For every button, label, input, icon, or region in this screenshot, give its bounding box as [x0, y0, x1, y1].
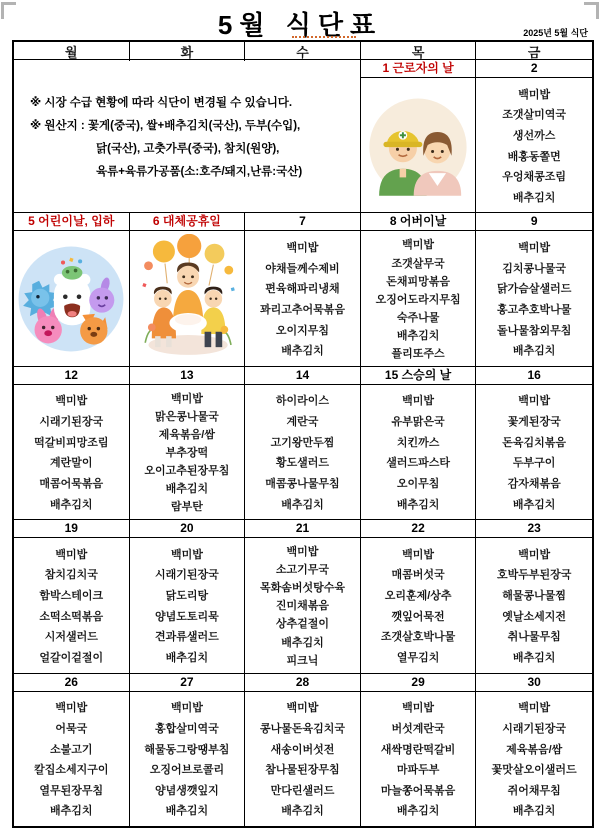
menu-item: 홍합살미역국: [155, 722, 219, 735]
menu-item: 백미밥: [518, 395, 551, 408]
menu-item: 오징어도라지무침: [375, 293, 461, 306]
menu-item: 양념도토리묵: [155, 610, 219, 623]
cell-body: [14, 385, 129, 519]
date-label: 5 어린이날, 입하: [14, 213, 129, 231]
date-label: 1 근로자의 날: [361, 60, 476, 78]
cell-body: [361, 385, 476, 519]
date-label: 28: [245, 674, 360, 692]
menu-item: 람부탄: [170, 501, 203, 514]
date-label: 13: [130, 367, 245, 385]
menu-item: 열무된장무침: [39, 784, 104, 797]
menu-item: 콩나물돈육김치국: [259, 722, 345, 735]
menu-item: 피크닉: [286, 654, 319, 667]
menu-item: 떡갈비피망조림: [34, 436, 109, 449]
date-label: 14: [245, 367, 360, 385]
cell-body: [361, 538, 476, 672]
date-label: 20: [130, 520, 245, 538]
date-label: 16: [476, 367, 592, 385]
menu-item: 배추김치: [512, 191, 556, 204]
menu-item: 양념생깻잎지: [155, 784, 219, 797]
cell-body: [476, 692, 592, 826]
cell-body: [476, 231, 592, 365]
day-cell: [14, 367, 130, 519]
menu-item: 두부구이: [512, 457, 556, 470]
day-cell: [14, 213, 130, 365]
menu-item: 야채들께수제비: [265, 262, 340, 275]
menu-item: 제육볶음/쌈: [158, 428, 215, 441]
cell-body: [130, 692, 245, 826]
menu-item: 조갯살호박나물: [380, 631, 456, 644]
menu-table: [12, 40, 594, 828]
day-cell: [245, 213, 361, 365]
day-cell: [476, 520, 592, 672]
day-cell: [476, 674, 592, 826]
cell-body: [361, 692, 476, 826]
menu-item: 백미밥: [286, 242, 319, 255]
page-title: 5월 식단표: [217, 10, 383, 40]
date-label: 15 스승의 날: [361, 367, 476, 385]
date-label: 6 대체공휴일: [130, 213, 245, 231]
menu-item: 백미밥: [402, 548, 435, 561]
menu-item: 시래기된장국: [502, 722, 567, 735]
menu-item: 배추김치: [50, 498, 93, 511]
menu-item: 돈육김치볶음: [502, 436, 567, 449]
menu-item: 백미밥: [55, 395, 88, 408]
menu-item: 유부맑은국: [391, 416, 445, 429]
menu-item: 깻잎어묵전: [391, 610, 445, 623]
menu-table-body: [14, 60, 592, 826]
notice-line: ※ 시장 수급 현황에 따라 식단이 변경될 수 있습니다.: [30, 96, 293, 109]
weekday-header-wed: 수: [245, 42, 361, 61]
day-cell: [245, 367, 361, 519]
date-label: 22: [361, 520, 476, 538]
menu-item: 샐러드파스타: [386, 457, 450, 470]
menu-item: 백미밥: [286, 702, 319, 715]
cell-body: [245, 538, 360, 672]
menu-item: 참치김치국: [44, 569, 98, 582]
cell-body: [476, 385, 592, 519]
page-subtitle: 2025년 5월 식단: [523, 28, 588, 38]
weekday-header-tue: 화: [130, 42, 246, 61]
menu-item: 시래기된장국: [155, 569, 219, 582]
menu-item: 쥐어채무침: [507, 784, 561, 797]
menu-item: 백미밥: [55, 548, 88, 561]
menu-item: 배홍동쫄면: [507, 150, 561, 163]
menu-item: 매콤어묵볶음: [39, 477, 104, 490]
menu-item: 매콤버섯국: [391, 569, 445, 582]
menu-item: 배추김치: [512, 651, 556, 664]
menu-item: 배추김치: [512, 345, 556, 358]
menu-item: 마파두부: [396, 764, 440, 777]
menu-item: 견과류샐러드: [155, 631, 219, 644]
weekday-header-mon: 월: [14, 42, 130, 61]
week-row: [14, 213, 592, 366]
week-row: [14, 367, 592, 520]
cell-body: [245, 231, 360, 365]
menu-item: 하이라이스: [275, 395, 330, 408]
childrens-day-illustration: [14, 240, 128, 358]
date-label: 26: [14, 674, 129, 692]
labor-day-illustration: [364, 85, 472, 205]
menu-item: 제육볶음/쌈: [506, 743, 563, 756]
menu-item: 백미밥: [518, 702, 551, 715]
cell-body: [130, 231, 245, 365]
week-row: [14, 520, 592, 673]
menu-item: 숙주나물: [396, 311, 440, 324]
menu-item: 백미밥: [170, 392, 203, 405]
menu-item: 우엉채콩조림: [502, 171, 567, 184]
cell-body: [14, 692, 129, 826]
date-label: 12: [14, 367, 129, 385]
menu-item: 새싹명란떡갈비: [380, 743, 456, 756]
menu-item: 호박두부된장국: [496, 569, 572, 582]
day-cell: [245, 520, 361, 672]
week-row: [14, 674, 592, 826]
date-label: 8 어버이날: [361, 213, 476, 231]
menu-item: 진미채볶음: [275, 600, 330, 613]
menu-item: 돈채피망볶음: [386, 275, 450, 288]
day-cell: [14, 674, 130, 826]
menu-item: 맑은콩나물국: [155, 410, 219, 423]
menu-item: 시래기된장국: [39, 416, 104, 429]
day-cell: [130, 367, 246, 519]
day-cell: [476, 213, 592, 365]
cell-body: [130, 385, 245, 519]
menu-item: 백미밥: [518, 242, 551, 255]
date-label: 19: [14, 520, 129, 538]
menu-item: 백미밥: [402, 702, 435, 715]
menu-item: 오징어브로콜리: [149, 764, 225, 777]
cell-body: [130, 538, 245, 672]
menu-item: 함박스테이크: [39, 590, 104, 603]
cell-body: [14, 231, 129, 365]
menu-item: 백미밥: [170, 702, 203, 715]
menu-item: 배추김치: [165, 651, 209, 664]
day-cell: [476, 367, 592, 519]
menu-item: 계란국: [286, 416, 319, 429]
menu-item: 소고기무국: [275, 564, 330, 577]
menu-item: 조갯살무국: [391, 257, 445, 270]
menu-item: 백미밥: [170, 548, 203, 561]
date-label: 7: [245, 213, 360, 231]
menu-item: 배추김치: [396, 498, 440, 511]
menu-item: 상추겉절이: [275, 618, 330, 631]
weekday-header-thu: 목: [361, 42, 477, 61]
menu-item: 백미밥: [286, 546, 319, 559]
menu-item: 돌나물참외무침: [496, 324, 572, 337]
day-cell: [361, 213, 477, 365]
menu-item: 닭도리탕: [165, 590, 209, 603]
menu-item: 배추김치: [281, 345, 324, 358]
date-label: 21: [245, 520, 360, 538]
menu-item: 꽈리고추어묵볶음: [259, 303, 345, 316]
day-cell: [361, 674, 477, 826]
menu-item: 옛날소세지전: [502, 610, 567, 623]
week-row: [14, 60, 592, 213]
menu-item: 백미밥: [518, 548, 551, 561]
menu-item: 새송이버섯전: [270, 743, 335, 756]
day-cell: [361, 520, 477, 672]
date-label: 2: [476, 60, 592, 78]
day-cell: [130, 674, 246, 826]
date-label: 29: [361, 674, 476, 692]
title-underline-mark: [292, 36, 356, 38]
cell-body: [245, 385, 360, 519]
menu-item: 해물동그랑땡부침: [144, 743, 230, 756]
menu-item: 플리또주스: [391, 347, 445, 360]
menu-item: 배추김치: [512, 498, 556, 511]
menu-item: 치킨까스: [396, 436, 440, 449]
notice-line: 육류+육류가공품(소:호주/돼지,난류:국산): [96, 165, 303, 178]
day-cell: [476, 60, 592, 212]
day-cell: [361, 60, 477, 212]
menu-item: 얼갈이겉절이: [39, 651, 104, 664]
cell-body: [476, 538, 592, 672]
menu-item: 조갯살미역국: [502, 109, 567, 122]
day-cell: [130, 213, 246, 365]
notice-line: 닭(국산), 고춧가루(중국), 참치(원양),: [96, 142, 280, 155]
family-holiday-illustration: [132, 234, 242, 362]
menu-item: 백미밥: [518, 88, 551, 101]
menu-item: 해물콩나물찜: [502, 590, 567, 603]
menu-item: 소불고기: [50, 743, 93, 756]
day-cell: [14, 520, 130, 672]
weekday-header-fri: 금: [527, 45, 541, 60]
notice-line: ※ 원산지 : 꽃게(중국), 쌀+배추김치(국산), 두부(수입),: [30, 119, 301, 132]
menu-item: 참나물된장무침: [265, 764, 340, 777]
menu-item: 고기왕만두찜: [270, 436, 335, 449]
menu-item: 배추김치: [512, 805, 556, 818]
menu-item: 꽃맛살오이샐러드: [491, 764, 577, 777]
menu-item: 소떡소떡볶음: [39, 610, 104, 623]
menu-item: 배추김치: [165, 483, 209, 496]
menu-item: 배추김치: [50, 805, 93, 818]
day-cell: [361, 367, 477, 519]
cell-body: [14, 538, 129, 672]
day-cell: [245, 674, 361, 826]
menu-item: 취나물무침: [507, 631, 561, 644]
date-label: 30: [476, 674, 592, 692]
menu-item: 배추김치: [281, 636, 324, 649]
menu-item: 백미밥: [402, 395, 435, 408]
menu-item: 어묵국: [55, 722, 88, 735]
menu-item: 백미밥: [55, 702, 88, 715]
menu-item: 계란말이: [50, 457, 93, 470]
menu-item: 부추장떡: [165, 447, 209, 459]
date-label: 9: [476, 213, 592, 231]
menu-item: 오이고추된장무침: [144, 465, 230, 478]
menu-item: 김치콩나물국: [502, 262, 567, 275]
menu-item: 편육해파리냉채: [265, 283, 340, 296]
menu-item: 황도샐러드: [275, 457, 330, 470]
menu-item: 배추김치: [281, 805, 324, 818]
menu-item: 오이지무침: [275, 324, 330, 337]
menu-item: 생선까스: [512, 129, 556, 142]
day-cell: [130, 520, 246, 672]
menu-item: 목화솜버섯탕수육: [259, 582, 345, 595]
cell-body: [361, 78, 476, 212]
date-label: 23: [476, 520, 592, 538]
menu-item: 배추김치: [281, 498, 324, 511]
menu-item: 오리훈제/상추: [384, 590, 452, 603]
menu-item: 버섯계란국: [391, 722, 445, 735]
menu-item: 홍고추호박나물: [496, 303, 572, 316]
menu-item: 배추김치: [396, 329, 440, 342]
menu-item: 백미밥: [402, 239, 435, 252]
menu-item: 꽃게된장국: [507, 416, 561, 429]
menu-item: 배추김치: [165, 805, 209, 818]
menu-item: 오이무침: [396, 477, 440, 490]
cell-body: [361, 231, 476, 365]
weekday-header-row: [14, 42, 592, 60]
menu-item: 마늘쫑어묵볶음: [380, 784, 456, 797]
menu-item: 닭가슴살샐러드: [496, 283, 572, 296]
menu-item: 칼집소세지구이: [34, 764, 109, 777]
menu-item: 배추김치: [396, 805, 440, 818]
cell-body: [476, 78, 592, 212]
menu-item: 시저샐러드: [44, 631, 98, 644]
menu-item: 감자채볶음: [507, 477, 561, 490]
menu-item: 만다린샐러드: [270, 784, 335, 797]
menu-item: 매콤콩나물무침: [265, 477, 340, 490]
cell-body: [245, 692, 360, 826]
menu-item: 열무김치: [396, 651, 440, 664]
date-label: 27: [130, 674, 245, 692]
notice-cell: [14, 60, 361, 212]
